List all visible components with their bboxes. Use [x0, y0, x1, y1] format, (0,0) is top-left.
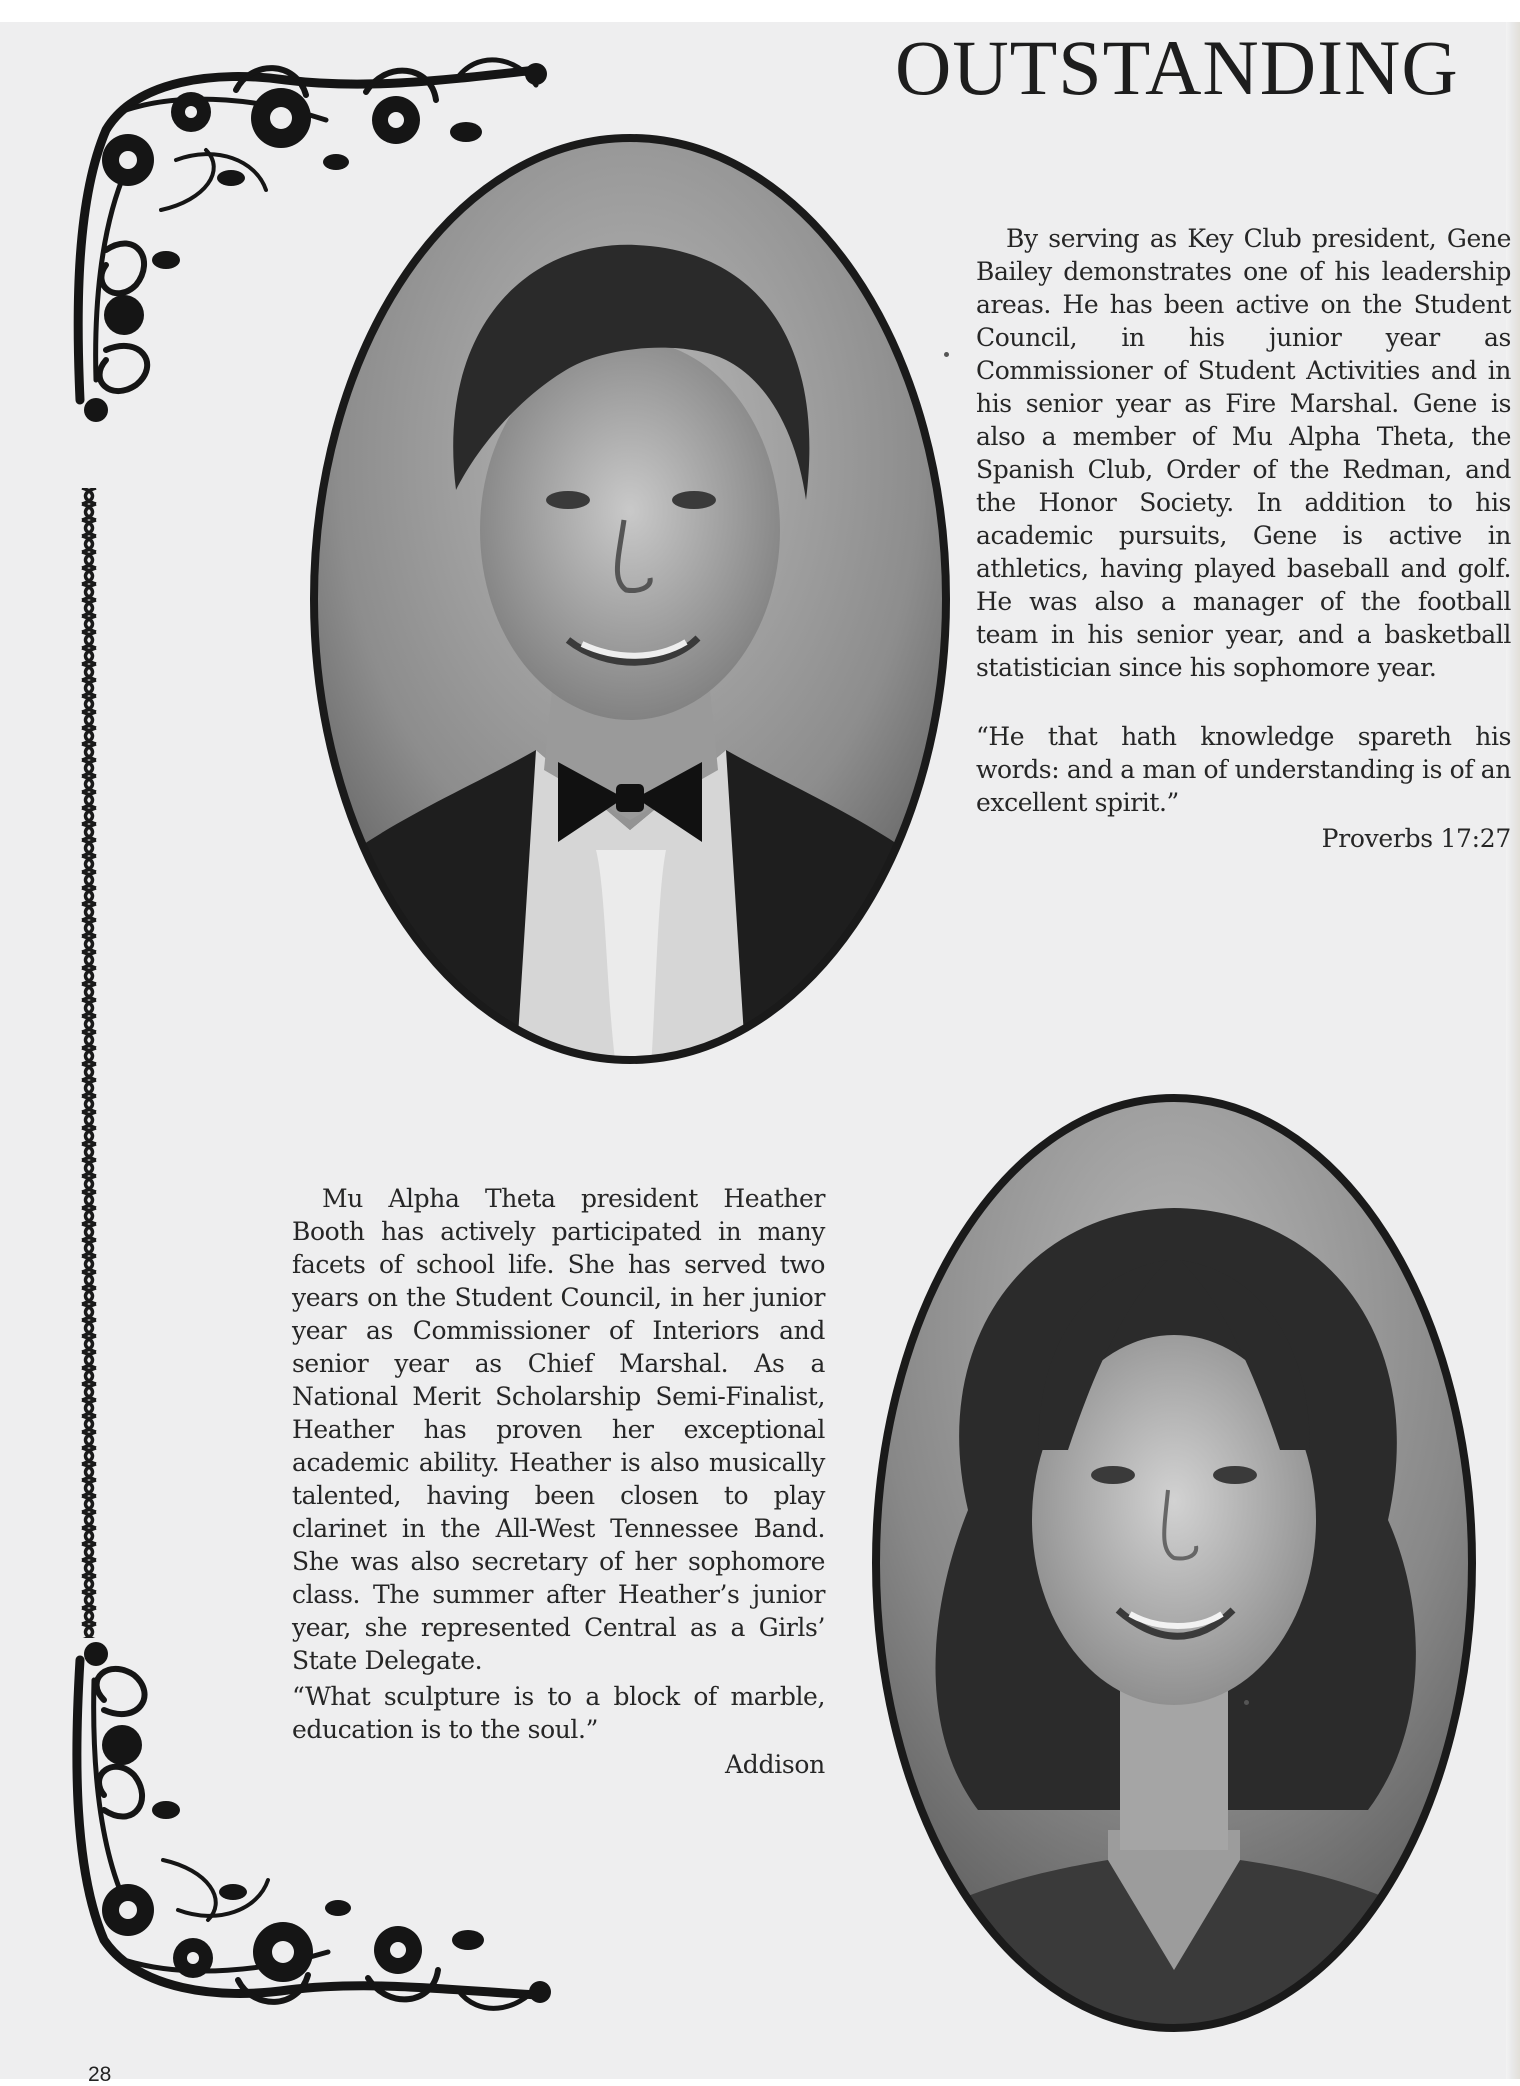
- vertical-vine-border: [78, 488, 100, 1638]
- portrait-gene-bailey: [306, 130, 954, 1068]
- booth-quote-attribution: Addison: [725, 1750, 825, 1779]
- bailey-quote: “He that hath knowledge spareth his words: and a man of understanding is of an excellent spirit.”: [976, 722, 1511, 817]
- page-title: OUTSTANDING: [895, 24, 1459, 111]
- portrait-heather-booth: [868, 1090, 1480, 2036]
- page-number: 28: [88, 2063, 112, 2086]
- booth-quote: “What sculpture is to a block of marble, education is to the soul.”: [292, 1682, 825, 1744]
- print-speck: [1244, 1700, 1249, 1705]
- print-speck: [944, 352, 949, 357]
- booth-biography: Mu Alpha Theta president Heather Booth has actively participated in many facets of school life. She has served two years on the Student Council, in her junior year as Commissioner of Interiors and senior year as Chief Marshal. As a National Merit Scholarship Semi-Finalist, Heather has proven her exceptional academic ability. Heather is also musically talented, having been closen to play clarinet in the All-West Tennessee Band. She was also secretary of her sophomore class. The summer after Heather’s junior year, she represented Central as a Girls’ State Delegate.: [292, 1184, 825, 1675]
- bailey-quote-attribution: Proverbs 17:27: [1321, 824, 1511, 853]
- bailey-biography: By serving as Key Club president, Gene Bailey demonstrates one of his leadership areas. He has been active on the Student Council, in his junior year as Commissioner of Student Activities and in his senior year as Fire Marshal. Gene is also a member of Mu Alpha Theta, the Spanish Club, Order of the Redman, and the Honor Society. In addition to his academic pursuits, Gene is active in athletics, having played baseball and golf. He was also a manager of the football team in his senior year, and a basketball statistician since his sophomore year.: [976, 224, 1511, 682]
